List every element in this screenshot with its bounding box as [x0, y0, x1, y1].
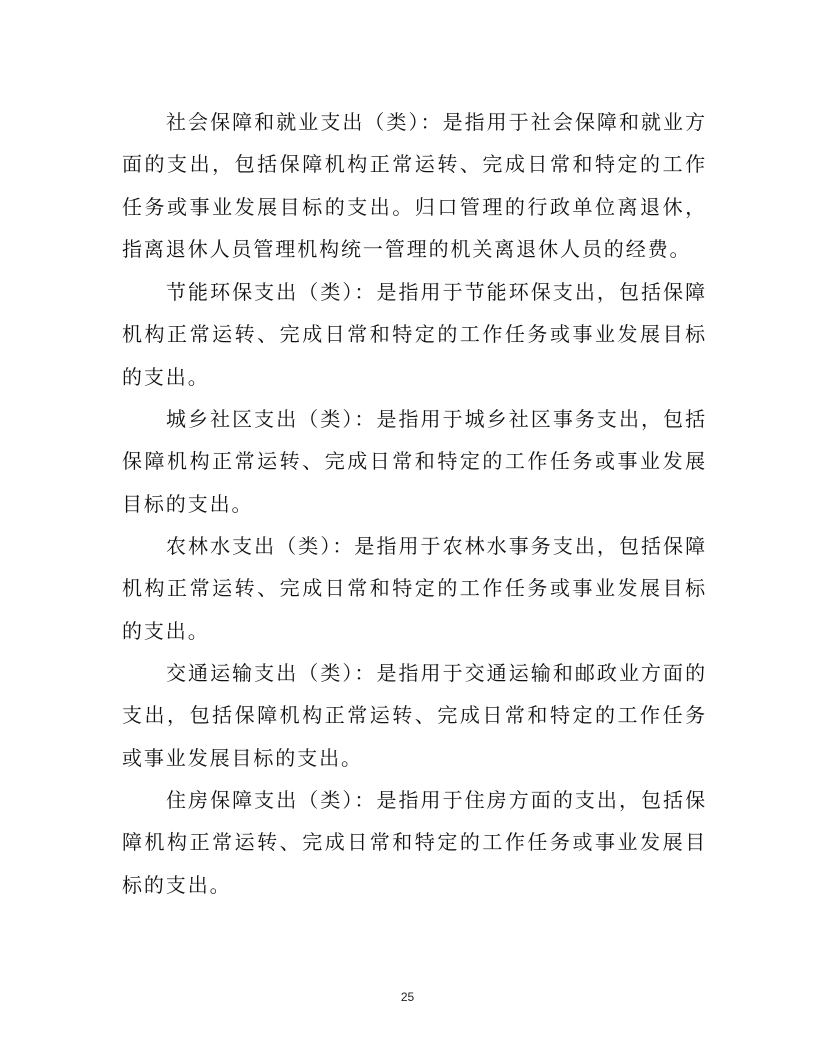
paragraph-social-security-employment: 社会保障和就业支出（类）：是指用于社会保障和就业方面的支出，包括保障机构正常运转、完成日常和特定的工作任务或事业发展目标的支出。归口管理的行政单位离退休，指离退休人员管理机构统一管理的机关离退休人员的经费。	[122, 110, 707, 261]
paragraph-housing-security: 住房保障支出（类）：是指用于住房方面的支出，包括保障机构正常运转、完成日常和特定的工作任务或事业发展目标的支出。	[122, 788, 707, 897]
page-number: 25	[400, 990, 415, 1004]
paragraph-transportation: 交通运输支出（类）：是指用于交通运输和邮政业方面的支出，包括保障机构正常运转、完成日常和特定的工作任务或事业发展目标的支出。	[122, 661, 707, 770]
paragraph-urban-rural-community: 城乡社区支出（类）：是指用于城乡社区事务支出，包括保障机构正常运转、完成日常和特定的工作任务或事业发展目标的支出。	[122, 407, 707, 516]
paragraph-energy-environment: 节能环保支出（类）：是指用于节能环保支出，包括保障机构正常运转、完成日常和特定的工作任务或事业发展目标的支出。	[122, 280, 707, 389]
paragraph-agriculture-forestry-water: 农林水支出（类）：是指用于农林水事务支出，包括保障机构正常运转、完成日常和特定的工作任务或事业发展目标的支出。	[122, 534, 707, 643]
